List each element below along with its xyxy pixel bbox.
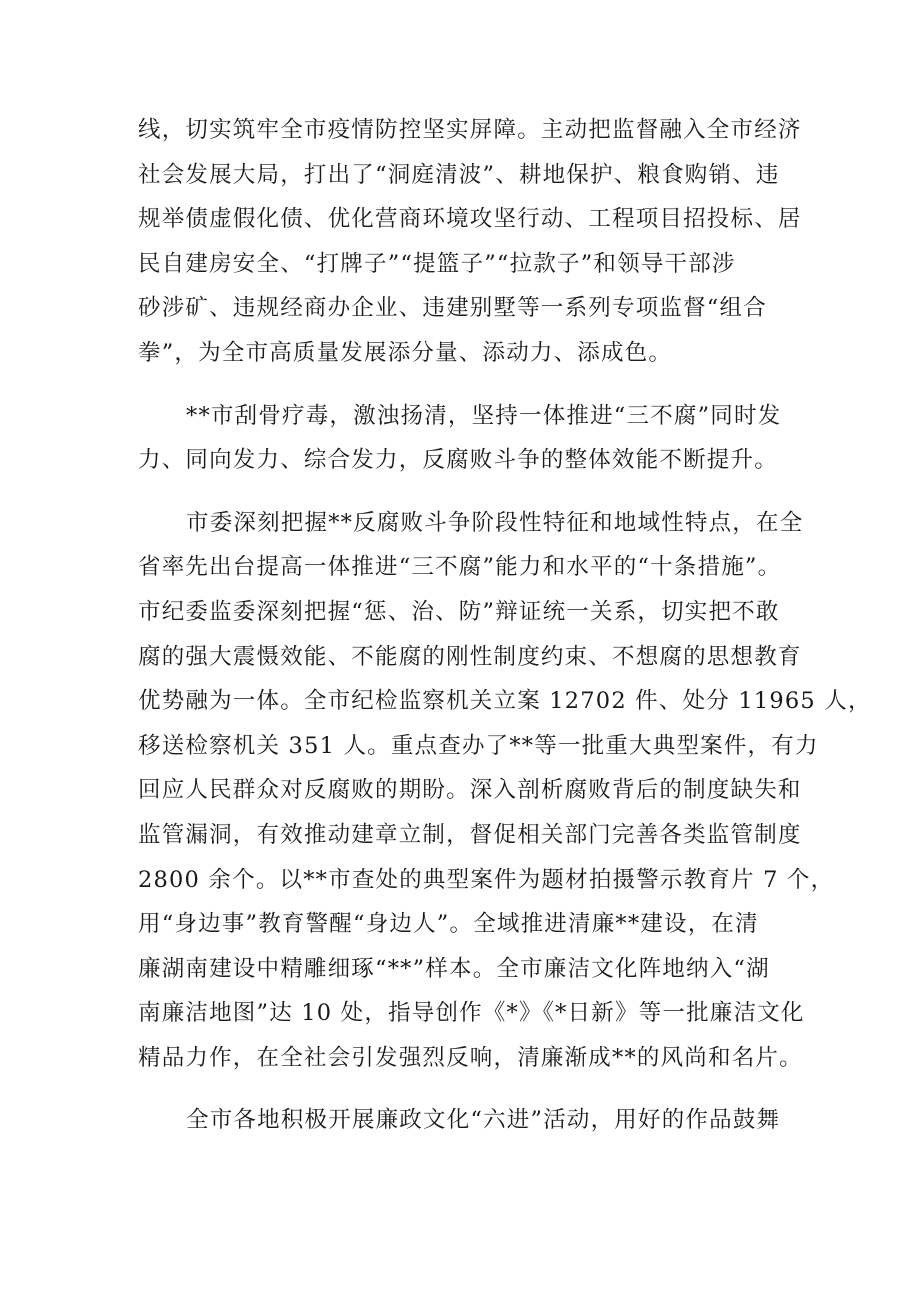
text-line: 市纪委监委深刻把握“惩、治、防”辩证统一关系，切实把不敢 — [138, 598, 780, 625]
text-line: 南廉洁地图”达 10 处，指导创作《*》《*日新》等一批廉洁文化 — [138, 1000, 805, 1027]
text-line: 用“身边事”教育警醒“身边人”。全域推进清廉**建设，在清 — [138, 911, 759, 938]
paragraph-1 — [138, 108, 802, 376]
text-line: 全市各地积极开展廉政文化“六进”活动，用好的作品鼓舞 — [186, 1107, 781, 1134]
text-line: 监管漏洞，有效推动建章立制，督促相关部门完善各类监管制度 — [138, 821, 802, 848]
text-line: 市委深刻把握**反腐败斗争阶段性特征和地域性特点，在全 — [186, 509, 804, 536]
paragraph-4 — [138, 1098, 798, 1143]
text-line: 2800 余个。以**市查处的典型案件为题材拍摄警示教育片 7 个， — [138, 866, 835, 893]
paragraph-2 — [138, 394, 798, 483]
text-line: 规举债虚假化债、优化营商环境攻坚行动、工程项目招投标、居 — [138, 206, 802, 233]
text-line: 社会发展大局，打出了“洞庭清波”、耕地保护、粮食购销、违 — [138, 161, 780, 188]
paragraph-spacing — [138, 483, 798, 501]
text-line: 腐的强大震慑效能、不能腐的刚性制度约束、不想腐的思想教育 — [138, 643, 802, 670]
text-line: 省率先出台提高一体推进“三不腐”能力和水平的“十条措施”。 — [138, 554, 782, 581]
text-line: 力、同向发力、综合发力，反腐败斗争的整体效能不断提升。 — [138, 447, 778, 474]
paragraph-3 — [138, 501, 872, 1081]
paragraph-spacing — [138, 376, 798, 394]
text-line: 回应人民群众对反腐败的期盼。深入剖析腐败背后的制度缺失和 — [138, 777, 802, 804]
text-line: 精品力作，在全社会引发强烈反响，清廉渐成**的风尚和名片。 — [138, 1044, 803, 1071]
paragraph-spacing — [138, 1080, 798, 1098]
text-line: 拳”，为全市高质量发展添分量、添动力、添成色。 — [138, 339, 673, 366]
document-body — [138, 108, 872, 1143]
text-line: 移送检察机关 351 人。重点查办了**等一批重大典型案件，有力 — [138, 732, 819, 759]
text-line: 优势融为一体。全市纪检监察机关立案 12702 件、处分 11965 人， — [138, 688, 872, 715]
text-line: 砂涉矿、违规经商办企业、违建别墅等一系列专项监督“组合 — [138, 295, 767, 322]
text-line: 廉湖南建设中精雕细琢“**”样本。全市廉洁文化阵地纳入“湖 — [138, 955, 770, 982]
text-line: **市刮骨疗毒，激浊扬清，坚持一体推进“三不腐”同时发 — [186, 402, 782, 429]
text-line: 民自建房安全、“打牌子”“提篮子”“拉款子”和领导干部涉 — [138, 250, 736, 277]
text-line: 线，切实筑牢全市疫情防控坚实屏障。主动把监督融入全市经济 — [138, 117, 802, 143]
